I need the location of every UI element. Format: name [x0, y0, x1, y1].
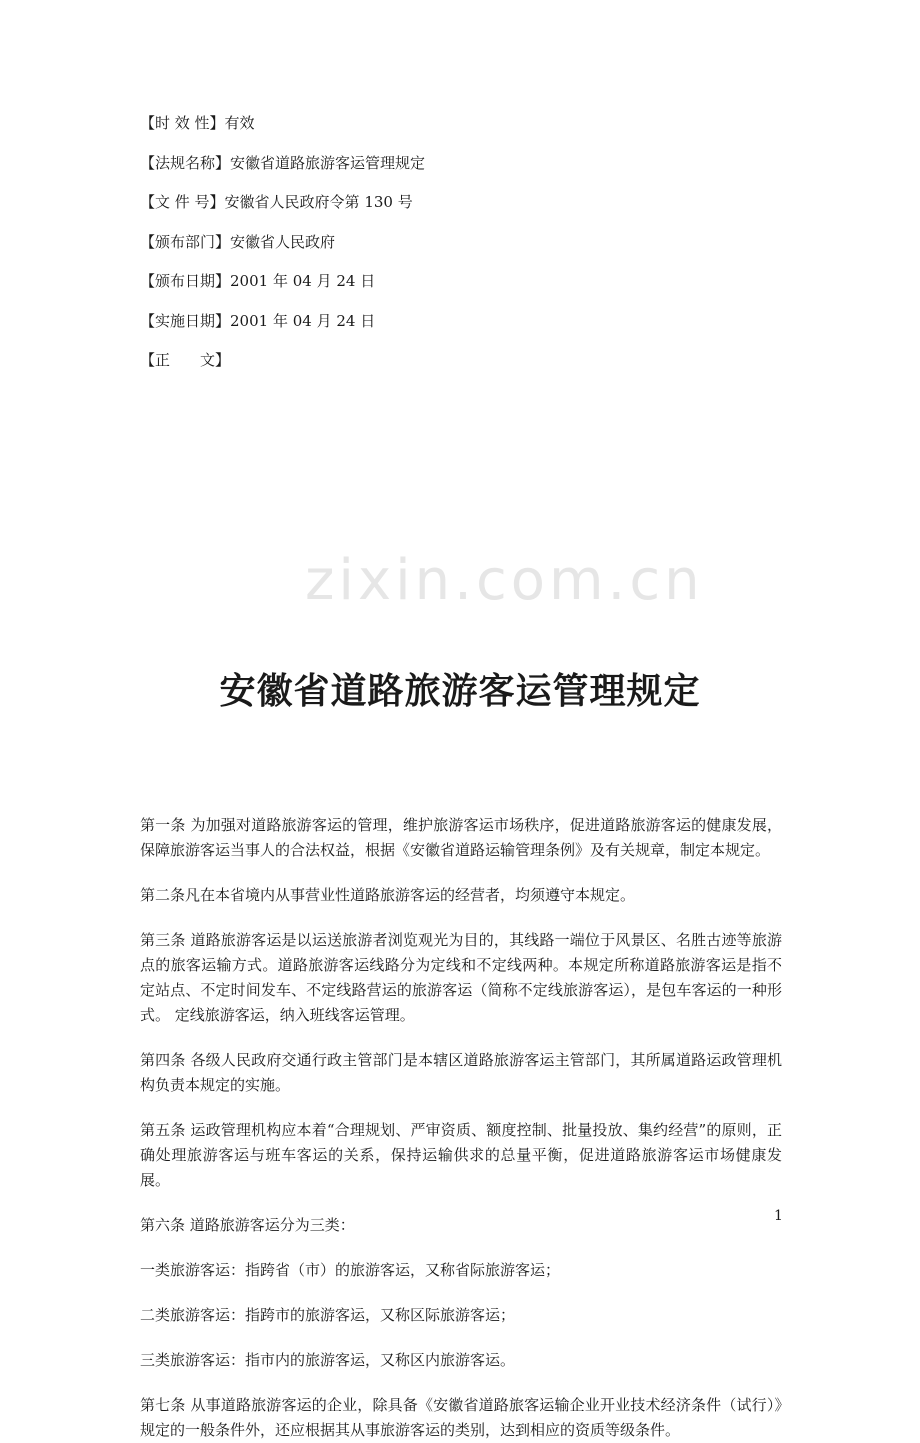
meta-value: 2001 年 04 月 24 日	[230, 311, 376, 330]
meta-label: 【颁布日期】	[140, 272, 231, 290]
article-3: 第三条 道路旅游客运是以运送旅游者浏览观光为目的，其线路一端位于风景区、名胜古迹等旅游点的旅客运输方式。道路旅游客运线路分为定线和不定线两种。本规定所称道路旅游客运是指不定站点、不定时间发车、不定线路营运的旅游客运（简称不定线旅游客运），是包车客运的一种形式。 定线旅游客运，纳入班线客运管理。	[140, 930, 782, 1024]
page-number: 1	[774, 1208, 783, 1224]
meta-label: 【正 文】	[140, 351, 231, 369]
meta-label: 【时 效 性】	[140, 114, 225, 132]
meta-value: 安徽省道路旅游客运管理规定	[230, 153, 426, 172]
watermark: zixin.com.cn	[305, 548, 704, 613]
meta-issue-date	[140, 268, 800, 294]
meta-main-text	[140, 347, 800, 373]
meta-value: 有效	[224, 114, 255, 132]
document-title: 安徽省道路旅游客运管理规定	[219, 669, 701, 712]
meta-value: 安徽省人民政府令第 130 号	[224, 193, 413, 211]
meta-document-number	[140, 189, 800, 215]
meta-effective-date	[140, 308, 800, 334]
meta-label: 【实施日期】	[140, 311, 231, 330]
meta-label: 【文 件 号】	[140, 193, 225, 211]
meta-label: 【法规名称】	[140, 153, 231, 172]
article-1: 第一条 为加强对道路旅游客运的管理，维护旅游客运市场秩序，促进道路旅游客运的健康发展，保障旅游客运当事人的合法权益，根据《安徽省道路运输管理条例》及有关规章，制定本规定。	[140, 815, 782, 859]
meta-label: 【颁布部门】	[140, 232, 231, 251]
category-1: 一类旅游客运：指跨省（市）的旅游客运，又称省际旅游客运；	[140, 1260, 561, 1279]
meta-issuing-department	[140, 229, 800, 255]
article-6: 第六条 道路旅游客运分为三类：	[140, 1215, 355, 1234]
article-2: 第二条凡在本省境内从事营业性道路旅游客运的经营者，均须遵守本规定。	[140, 885, 636, 904]
article-4: 第四条 各级人民政府交通行政主管部门是本辖区道路旅游客运主管部门，其所属道路运政管理机构负责本规定的实施。	[140, 1050, 782, 1094]
article-7: 第七条 从事道路旅游客运的企业，除具备《安徽省道路旅客运输企业开业技术经济条件（试行）》规定的一般条件外，还应根据其从事旅游客运的类别，达到相应的资质等级条件。	[140, 1395, 782, 1439]
category-2: 二类旅游客运：指跨市的旅游客运，又称区际旅游客运；	[140, 1305, 516, 1324]
meta-value: 2001 年 04 月 24 日	[230, 272, 376, 290]
meta-regulation-name	[140, 150, 800, 176]
meta-value: 安徽省人民政府	[230, 232, 336, 251]
meta-validity	[140, 110, 800, 136]
document-body	[140, 813, 782, 1443]
article-5: 第五条 运政管理机构应本着“合理规划、严审资质、额度控制、批量投放、集约经营”的原则，正确处理旅游客运与班车客运的关系，保持运输供求的总量平衡，促进道路旅游客运市场健康发展。	[140, 1120, 782, 1189]
metadata-block	[140, 110, 800, 373]
category-3: 三类旅游客运：指市内的旅游客运，又称区内旅游客运。	[140, 1350, 516, 1369]
